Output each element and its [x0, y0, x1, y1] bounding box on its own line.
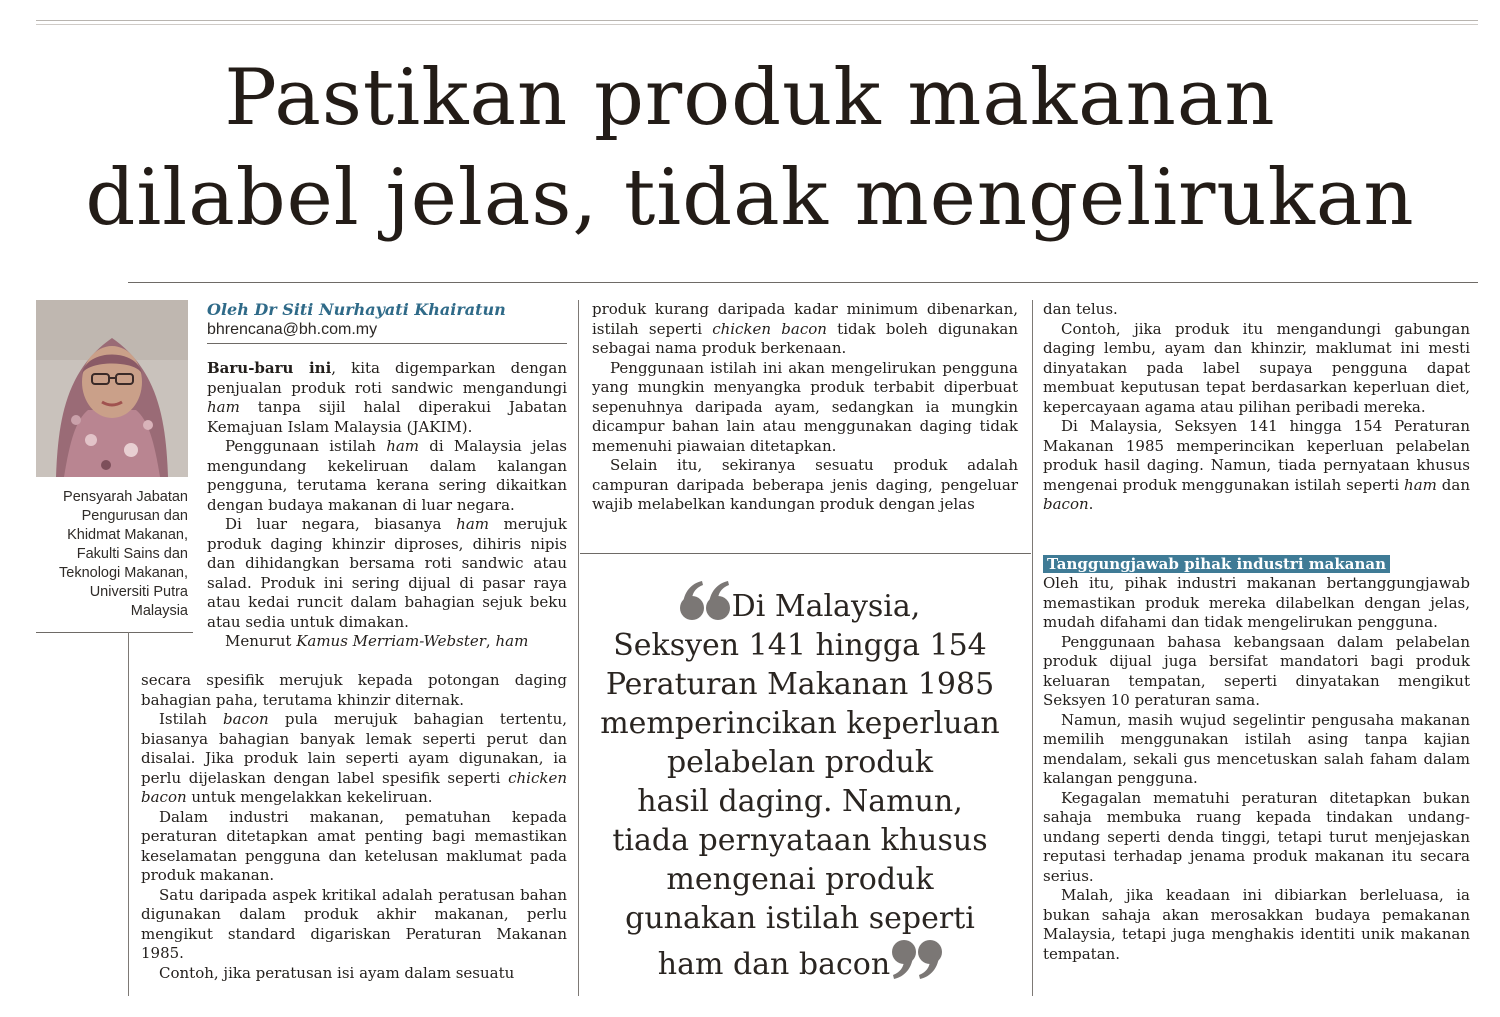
top-rule [36, 20, 1478, 21]
paragraph [207, 359, 567, 437]
paragraph: Namun, masih wujud segelintir pengusaha makanan memilih menggunakan istilah asing tanpa kajian mendalam, sekali gus mencetuskan salah faham dalam kalangan pengguna. [1043, 710, 1470, 787]
pullquote-line: mengenai produk [666, 862, 934, 897]
subhead-container [1043, 554, 1470, 573]
headline [0, 48, 1500, 248]
byline-author: Oleh Dr Siti Nurhayati Khairatun [207, 300, 506, 319]
pullquote-line: pelabelan produk [666, 745, 934, 780]
lead-rest: , kita digemparkan dengan penjualan produk roti sandwic mengandungi ham tanpa sijil halal diperakui Jabatan Kemajuan Islam Malaysia (JAKIM). [207, 359, 567, 436]
paragraph: Penggunaan istilah ini akan mengelirukan pengguna yang mungkin menyangka produk terbabit diperbuat sepenuhnya daripada ayam, sedangkan ia mungkin dicampur bahan lain atau menggunakan daging tidak memenuhi piawaian ditetapkan. [592, 358, 1018, 455]
paragraph: produk kurang daripada kadar minimum dibenarkan, istilah seperti chicken bacon tidak boleh digunakan sebagai nama produk berkenaan. [592, 300, 1018, 357]
pullquote-line: Seksyen 141 hingga 154 [613, 628, 987, 663]
section-rule [128, 282, 1478, 283]
pullquote-line: hasil daging. Namun, [637, 784, 963, 819]
paragraph: secara spesifik merujuk kepada potongan daging bahagian paha, terutama khinzir diternak. [141, 671, 567, 709]
pullquote-line-1 [590, 580, 1010, 626]
caption-line: Malaysia [130, 603, 188, 619]
caption-line: Khidmat Makanan, [67, 527, 188, 543]
caption-line: Pengurusan dan [81, 508, 188, 524]
byline-email[interactable]: bhrencana@bh.com.my [207, 321, 378, 338]
pullquote-line: Peraturan Makanan 1985 [605, 667, 995, 702]
pullquote-text: Di Malaysia, [731, 589, 921, 624]
column-rule-left [128, 632, 129, 996]
close-quote-icon [890, 938, 942, 980]
byline [207, 300, 567, 340]
pullquote-text: ham dan bacon [657, 947, 891, 982]
lead-bold: Baru-baru ini [207, 359, 332, 377]
paragraph: Satu daripada aspek kritikal adalah peratusan bahan digunakan dalam produk akhir makanan, perlu mengikut standard digariskan Peraturan Makanan 1985. [141, 885, 567, 962]
paragraph: Penggunaan bahasa kebangsaan dalam pelabelan produk dijual juga bersifat mandatori bagi produk keluaran tempatan, seperti dinyatakan mengikut Seksyen 10 peraturan sama. [1043, 632, 1470, 709]
paragraph: Di Malaysia, Seksyen 141 hingga 154 Peraturan Makanan 1985 memperincikan keperluan pelabelan produk hasil daging. Namun, tiada pernyataan khusus mengenai produk menggunakan istilah seperti ham dan bacon. [1043, 417, 1470, 513]
column-3-top [1043, 300, 1470, 515]
caption-line: Pensyarah Jabatan [63, 489, 188, 505]
paragraph: Contoh, jika peratusan isi ayam dalam sesuatu [159, 963, 515, 982]
paragraph: Menurut Kamus Merriam-Webster, ham [225, 632, 529, 650]
paragraph: Oleh itu, pihak industri makanan bertanggungjawab memastikan produk mereka dilabelkan dengan jelas, mudah difahami dan tidak mengelirukan pengguna. [1043, 574, 1470, 631]
paragraph: Contoh, jika produk itu mengandungi gabungan daging lembu, ayam dan khinzir, maklumat ini mesti dinyatakan pada label supaya pengguna dapat membuat keputusan tepat berdasarkan keperluan diet, kepercayaan agama atau pilihan peribadi mereka. [1043, 319, 1470, 416]
pullquote-rule [580, 553, 1031, 554]
pullquote-line: memperincikan keperluan [600, 706, 1000, 741]
paragraph: Dalam industri makanan, pematuhan kepada peraturan ditetapkan amat penting bagi memastikan keselamatan pengguna dan ketelusan maklumat pada produk makanan. [141, 807, 567, 884]
caption-line: Fakulti Sains dan [76, 546, 188, 562]
pullquote-line: gunakan istilah seperti [625, 901, 975, 936]
caption-line: Teknologi Makanan, [59, 565, 188, 581]
paragraph: dan telus. [1043, 300, 1118, 318]
author-caption [36, 488, 188, 621]
headline-line-2: dilabel jelas, tidak mengelirukan [85, 153, 1415, 243]
paragraph: Selain itu, sekiranya sesuatu produk adalah campuran daripada beberapa jenis daging, pengeluar wajib melabelkan kandungan produk dengan jelas [592, 456, 1018, 513]
open-quote-icon [680, 580, 732, 622]
column-2-text [592, 300, 1018, 515]
paragraph: Istilah bacon pula merujuk bahagian tertentu, biasanya bahagian banyak lemak seperti perut dan disalai. Jika produk lain seperti ayam digunakan, ia perlu dijelaskan dengan label spesifik seperti chicken bacon untuk mengelakkan kekeliruan. [141, 710, 568, 806]
column-rule-1 [578, 300, 579, 996]
column-1-bottom [141, 671, 567, 983]
paragraph: Di luar negara, biasanya ham merujuk produk daging khinzir diproses, dihiris nipis dan dihidangkan bersama roti sandwic atau salad. Produk ini sering dijual di pasar raya atau kedai runcit dalam bahagian sejuk beku atau sedia untuk dimakan. [207, 515, 567, 631]
column-rule-2 [1032, 300, 1033, 996]
author-portrait-image [36, 300, 188, 477]
paragraph: Penggunaan istilah ham di Malaysia jelas mengundang kekeliruan dalam kalangan pengguna, terutama kerana sering dikaitkan dengan budaya makanan di luar negara. [207, 437, 567, 514]
byline-rule [207, 343, 567, 344]
headline-line-1: Pastikan produk makanan [224, 53, 1276, 143]
pullquote [590, 580, 1010, 984]
paragraph: Malah, jika keadaan ini dibiarkan berleluasa, ia bukan sahaja akan merosakkan budaya pemakanan Malaysia, tetapi juga menghakis identiti unik makanan tempatan. [1043, 886, 1470, 963]
pullquote-line: tiada pernyataan khusus [612, 823, 988, 858]
column-3-bottom [1043, 574, 1470, 964]
pullquote-line-last [590, 938, 1010, 984]
caption-line: Universiti Putra [89, 584, 188, 600]
paragraph: Kegagalan mematuhi peraturan ditetapkan bukan sahaja membuka ruang kepada tindakan undang-undang seperti denda tinggi, tetapi turut menjejaskan reputasi terhadap jenama produk makanan itu secara serius. [1043, 788, 1470, 885]
top-rule-secondary [36, 24, 1478, 25]
column-1-top [207, 359, 567, 652]
subhead: Tanggungjawab pihak industri makanan [1043, 555, 1390, 573]
author-photo [36, 300, 188, 477]
